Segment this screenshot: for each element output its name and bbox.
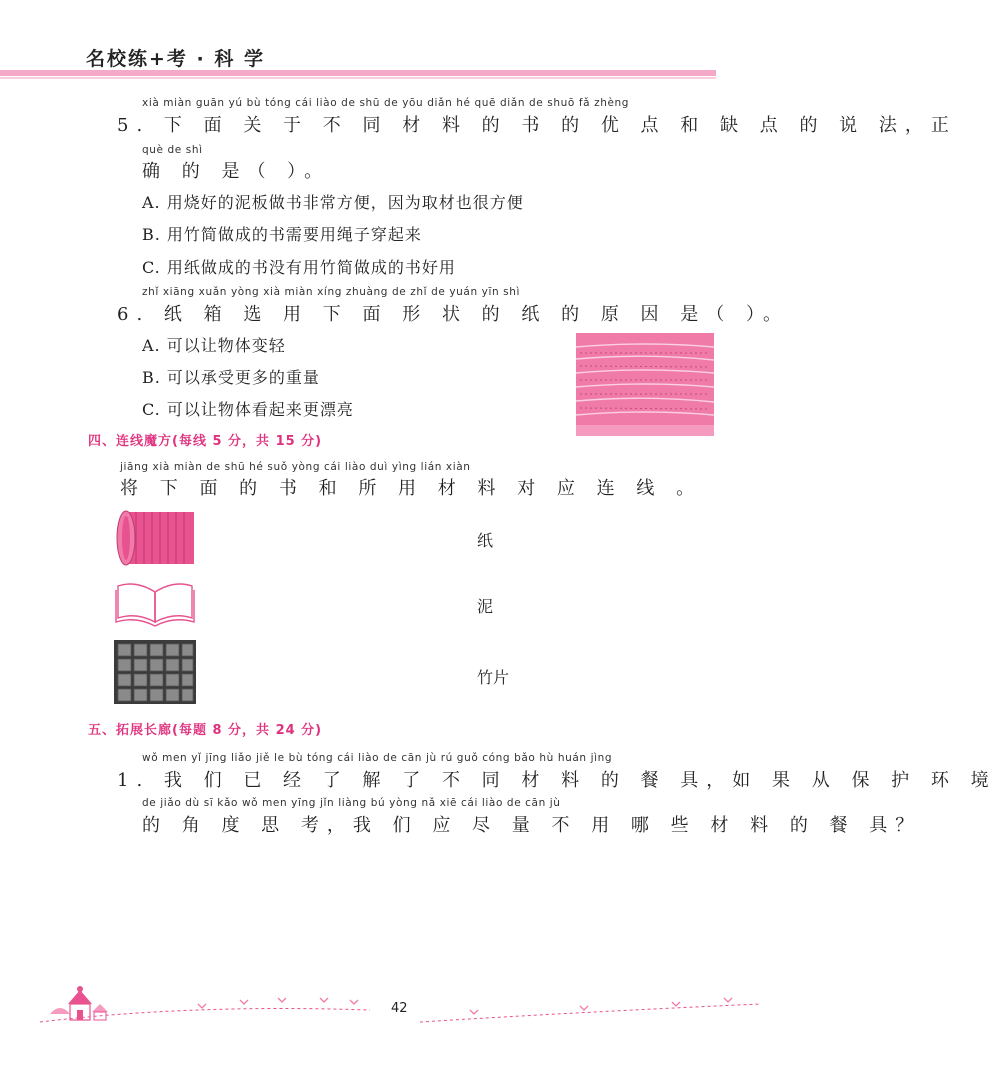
section-5-text-2: 的 角 度 思 考，我 们 应 尽 量 不 用 哪 些 材 料 的 餐 具？ [142, 815, 922, 836]
header-bar-thin [0, 77, 716, 79]
section-4-title: 四、连线魔方(每线 5 分，共 15 分) [88, 434, 323, 449]
material-label-bamboo: 竹片 [477, 668, 510, 687]
material-label-paper: 纸 [477, 531, 494, 550]
header-bar [0, 70, 716, 76]
section-5-pinyin-1: wǒ men yǐ jīng liǎo jiě le bù tóng cái liào de cān jù rú guǒ cóng bǎo hù huán jìng [142, 752, 613, 764]
section-4-pinyin: jiāng xià miàn de shū hé suǒ yòng cái liào duì yìng lián xiàn [120, 461, 471, 473]
q6-option-c: C. 可以让物体看起来更漂亮 [142, 400, 354, 419]
section-4-text: 将 下 面 的 书 和 所 用 材 料 对 应 连 线 。 [120, 478, 703, 499]
section-5-text-1: 1. 我 们 已 经 了 解 了 不 同 材 料 的 餐 具，如 果 从 保 护 环 境 [117, 770, 997, 791]
corrugated-paper-image [576, 333, 714, 436]
q5-option-b: B. 用竹简做成的书需要用绳子穿起来 [142, 225, 422, 244]
section-5-pinyin-2: de jiǎo dù sī kǎo wǒ men yīng jǐn liàng bú yòng nǎ xiē cái liào de cān jù [142, 797, 561, 809]
q6-option-b: B. 可以承受更多的重量 [142, 368, 320, 387]
house-icon [50, 986, 108, 1020]
q5-text-1: 5. 下 面 关 于 不 同 材 料 的 书 的 优 点 和 缺 点 的 说 法，正 [117, 115, 957, 136]
q5-option-a: A. 用烧好的泥板做书非常方便，因为取材也很方便 [142, 193, 524, 212]
page-number: 42 [391, 1001, 408, 1016]
q5-pinyin-1: xià miàn guān yú bù tóng cái liào de shū de yōu diǎn hé quē diǎn de shuō fǎ zhèng [142, 97, 630, 109]
open-book-image [114, 578, 196, 628]
q6-text: 6. 纸 箱 选 用 下 面 形 状 的 纸 的 原 因 是（ ）。 [117, 304, 789, 325]
q5-text-2: 确 的 是（ ）。 [142, 161, 331, 182]
q5-option-c: C. 用纸做成的书没有用竹简做成的书好用 [142, 258, 456, 277]
q5-pinyin-2: què de shì [142, 144, 203, 156]
q6-option-a: A. 可以让物体变轻 [142, 336, 286, 355]
q6-pinyin: zhǐ xiāng xuǎn yòng xià miàn xíng zhuàng de zhǐ de yuán yīn shì [142, 286, 521, 298]
section-5-title: 五、拓展长廊(每题 8 分，共 24 分) [88, 723, 323, 738]
bamboo-scroll-image [114, 508, 196, 566]
header-title: 名校练+考 · 科 学 [86, 48, 265, 70]
clay-blocks-image [114, 640, 196, 704]
material-label-clay: 泥 [477, 597, 494, 616]
